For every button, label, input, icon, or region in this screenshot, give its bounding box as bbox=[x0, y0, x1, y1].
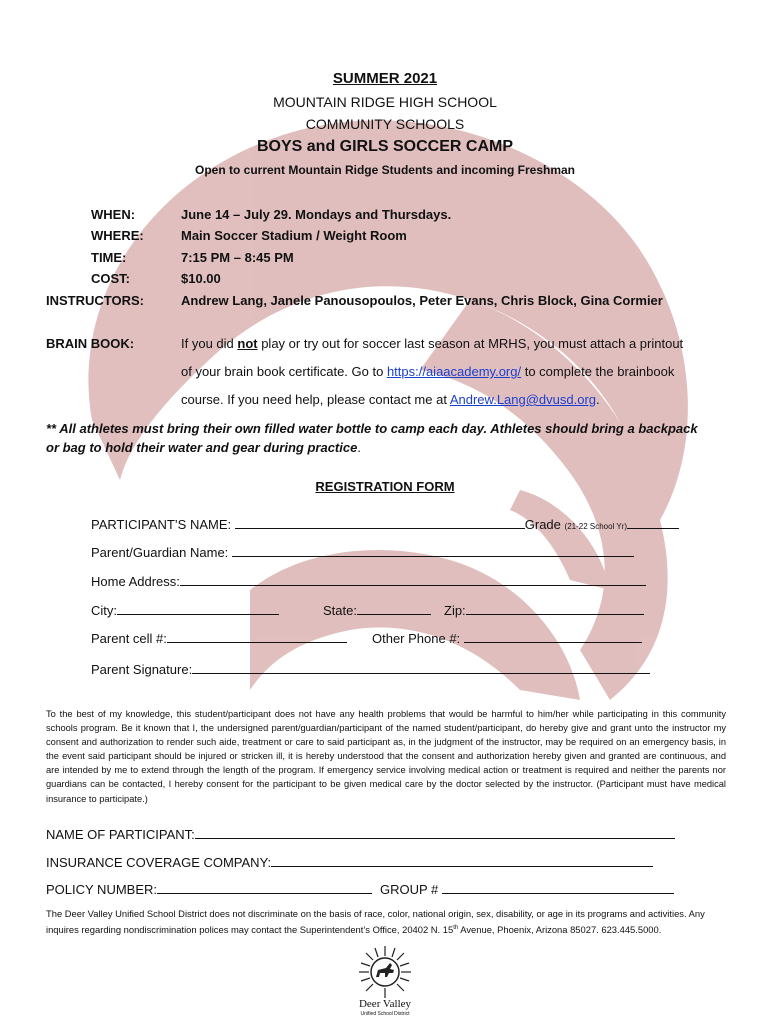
brain-book-line-2 bbox=[181, 364, 674, 379]
group-number-label: GROUP # bbox=[380, 882, 439, 897]
policy-number-field[interactable] bbox=[157, 881, 372, 894]
time-label: TIME: bbox=[91, 250, 127, 265]
cost-value: $10.00 bbox=[181, 271, 221, 286]
school-name: MOUNTAIN RIDGE HIGH SCHOOL bbox=[273, 94, 497, 110]
email-link[interactable]: Andrew.Lang@dvusd.org bbox=[449, 392, 597, 407]
instructors-label: INSTRUCTORS: bbox=[46, 293, 144, 308]
participant-name-label: PARTICIPANT’S NAME: bbox=[91, 517, 232, 532]
nondiscrimination-footer bbox=[46, 907, 726, 937]
grade-note: (21-22 School Yr) bbox=[564, 522, 628, 531]
insurance-participant-field[interactable] bbox=[195, 826, 675, 839]
home-address-field[interactable] bbox=[180, 573, 646, 586]
water-note-period: . bbox=[357, 440, 361, 455]
insurance-participant-label: NAME OF PARTICIPANT: bbox=[46, 827, 195, 842]
water-note-line-2 bbox=[46, 440, 361, 455]
footer-sup: th bbox=[453, 925, 459, 931]
parent-name-field[interactable] bbox=[232, 544, 634, 557]
zip-label: Zip: bbox=[444, 603, 466, 618]
insurance-company-label: INSURANCE COVERAGE COMPANY: bbox=[46, 855, 272, 870]
where-label: WHERE: bbox=[91, 228, 144, 243]
footer-text: Avenue, Phoenix, Arizona 85027. 623.445.5000. bbox=[458, 924, 662, 936]
district-logo bbox=[340, 944, 430, 1024]
state-field[interactable] bbox=[357, 602, 431, 615]
policy-number-row bbox=[46, 881, 372, 897]
brain-book-line-3 bbox=[181, 392, 600, 407]
city-row bbox=[91, 602, 279, 618]
participant-name-row bbox=[91, 516, 679, 532]
brain-book-text: play or try out for soccer last season at MRHS, you must attach a printout bbox=[257, 336, 684, 351]
water-note-line-1: ** All athletes must bring their own filled water bottle to camp each day. Athletes should bring a backpack bbox=[46, 421, 698, 436]
footer-text: The Deer Valley Unified School District does not discriminate on the basis of race, color, national origin, sex, disability, or age in its programs and activities. Any inquires regarding nondiscrimination polices may contact the Superintendent’s Office, 20402 N. 15 bbox=[46, 908, 705, 936]
consent-paragraph: To the best of my knowledge, this student/participant does not have any health problems that would be harmful to him/her while participating in this community schools program. Be it known that I, the undersigned parent/guardian/participant of the named student/participant, do hereby give and grant unto the instructor my consent and authorization to render such aide, treatment or care to said participant as, in the judgment of the instructor, may be required on an emergency basis, in the event said participant should be injured or stricken ill, it is hereby understood that the consent and authorization hereby given and granted are continuous, and are intended by me to extend through the length of the program. If emergency service involving medical action or treatment is required and neither the parents nor guardians can be contacted, I hereby consent for the participant to be given medical care by the doctor selected by the instructor. (Participant must have medical insurance to participate.) bbox=[46, 709, 726, 804]
camp-title: BOYS and GIRLS SOCCER CAMP bbox=[256, 138, 514, 155]
participant-insurance-row bbox=[46, 826, 675, 842]
signature-field[interactable] bbox=[192, 661, 650, 674]
policy-number-label: POLICY NUMBER: bbox=[46, 882, 158, 897]
time-value: 7:15 PM – 8:45 PM bbox=[181, 250, 294, 265]
home-address-label: Home Address: bbox=[91, 574, 180, 589]
where-value: Main Soccer Stadium / Weight Room bbox=[181, 228, 407, 243]
zip-field[interactable] bbox=[466, 602, 644, 615]
water-note-text: or bag to hold their water and gear during practice bbox=[46, 440, 358, 455]
brain-book-line-1 bbox=[181, 336, 683, 351]
group-number-row bbox=[380, 881, 674, 897]
other-phone-row bbox=[372, 630, 642, 646]
participant-name-field[interactable] bbox=[235, 516, 525, 529]
group-number-field[interactable] bbox=[442, 881, 674, 894]
registration-title: REGISTRATION FORM bbox=[315, 479, 455, 494]
brain-book-text: to complete the brainbook bbox=[521, 364, 675, 379]
cost-label: COST: bbox=[91, 271, 130, 286]
brain-book-text: . bbox=[596, 392, 600, 407]
grade-label: Grade bbox=[524, 517, 561, 532]
instructors-value: Andrew Lang, Janele Panousopoulos, Peter Evans, Chris Block, Gina Cormier bbox=[181, 293, 663, 308]
parent-cell-label: Parent cell #: bbox=[91, 631, 167, 646]
parent-name-row bbox=[91, 544, 634, 560]
signature-row bbox=[91, 661, 650, 677]
parent-name-label: Parent/Guardian Name: bbox=[91, 545, 229, 560]
brain-book-text: of your brain book certificate. Go to bbox=[181, 364, 387, 379]
state-row bbox=[323, 602, 431, 618]
logo-name: Deer Valley bbox=[358, 998, 412, 1010]
grade-field[interactable] bbox=[627, 516, 679, 529]
sunburst-deer-icon bbox=[340, 944, 430, 1000]
brain-book-text: If you did bbox=[181, 336, 238, 351]
home-address-row bbox=[91, 573, 646, 589]
parent-cell-field[interactable] bbox=[167, 630, 347, 643]
emphasis-not: not bbox=[237, 336, 258, 351]
brain-book-label: BRAIN BOOK: bbox=[46, 336, 135, 351]
doc-title: SUMMER 2021 bbox=[332, 70, 438, 87]
brain-book-text: course. If you need help, please contact me at bbox=[181, 392, 450, 407]
program-name: COMMUNITY SCHOOLS bbox=[305, 116, 465, 132]
other-phone-field[interactable] bbox=[464, 630, 642, 643]
zip-row bbox=[444, 602, 644, 618]
insurance-company-row bbox=[46, 854, 653, 870]
signature-label: Parent Signature: bbox=[91, 662, 193, 677]
city-label: City: bbox=[91, 603, 117, 618]
parent-cell-row bbox=[91, 630, 347, 646]
aiaacademy-link[interactable]: https://aiaacademy.org/ bbox=[386, 364, 522, 379]
when-value: June 14 – July 29. Mondays and Thursdays. bbox=[181, 207, 452, 222]
state-label: State: bbox=[323, 603, 357, 618]
when-label: WHEN: bbox=[91, 207, 136, 222]
insurance-company-field[interactable] bbox=[271, 854, 653, 867]
city-field[interactable] bbox=[117, 602, 279, 615]
other-phone-label: Other Phone #: bbox=[372, 631, 461, 646]
eligibility-note: Open to current Mountain Ridge Students and incoming Freshman bbox=[194, 163, 575, 177]
logo-sub: Unified School District bbox=[360, 1011, 410, 1017]
